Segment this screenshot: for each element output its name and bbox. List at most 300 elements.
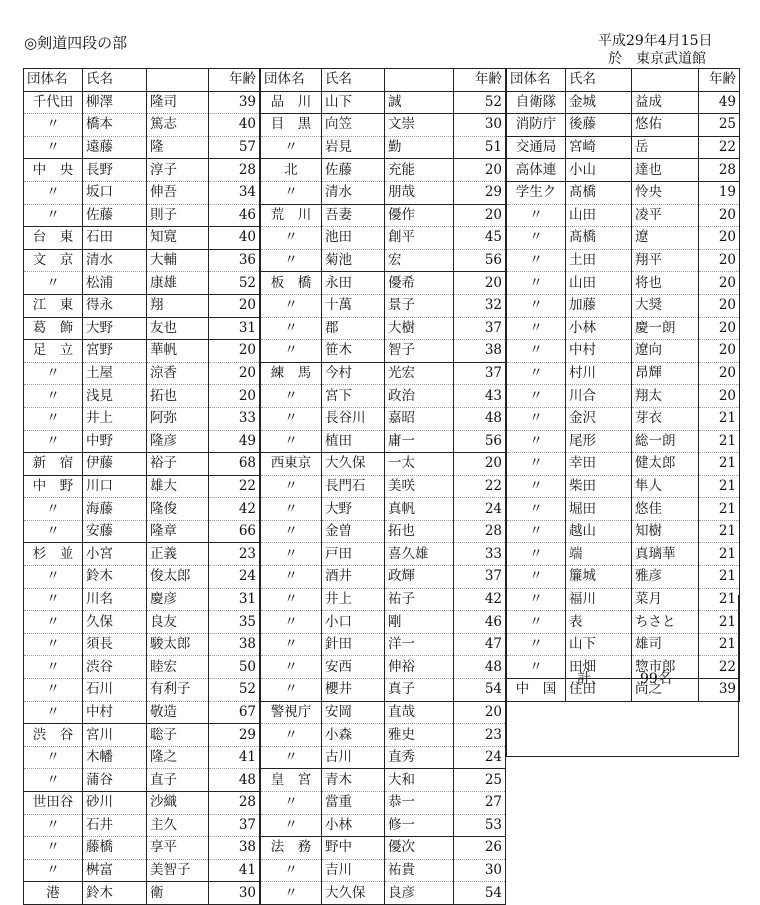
table-row	[261, 453, 506, 476]
surname-cell: 大野	[322, 498, 385, 521]
table-row	[24, 837, 260, 860]
surname-cell: 戸田	[322, 543, 385, 566]
age-cell: 38	[209, 837, 260, 860]
organization-cell: 〃	[261, 792, 322, 815]
given-name-cell: 知樹	[632, 520, 699, 543]
surname-cell: 藤橋	[83, 837, 147, 860]
given-name-cell: 裕子	[147, 453, 209, 476]
given-name-cell: 悠佑	[632, 114, 699, 137]
table-row	[507, 272, 740, 295]
table-row	[24, 792, 260, 815]
table-row	[261, 792, 506, 815]
table-row	[261, 204, 506, 227]
age-cell: 38	[209, 633, 260, 656]
surname-cell: 鈴木	[83, 882, 147, 905]
surname-cell: 安岡	[322, 701, 385, 724]
surname-cell: 長門石	[322, 475, 385, 498]
given-name-cell: 宏	[385, 249, 454, 272]
surname-cell: 金曽	[322, 520, 385, 543]
age-cell: 26	[454, 837, 506, 860]
given-name-cell: 翔平	[632, 249, 699, 272]
age-cell: 42	[454, 588, 506, 611]
given-name-cell: 凌平	[632, 204, 699, 227]
table-row	[261, 656, 506, 679]
organization-cell: 〃	[261, 588, 322, 611]
organization-cell: 新 宿	[24, 453, 83, 476]
given-name-cell: 達也	[632, 159, 699, 182]
age-cell: 39	[699, 679, 740, 702]
surname-cell: 安西	[322, 656, 385, 679]
header-name: 氏名	[322, 69, 385, 92]
table-row	[507, 91, 740, 114]
given-name-cell: 大和	[385, 769, 454, 792]
given-name-cell: 隼人	[632, 475, 699, 498]
organization-cell: 〃	[261, 498, 322, 521]
given-name-cell: 美咲	[385, 475, 454, 498]
table-row	[24, 656, 260, 679]
organization-cell: 〃	[261, 520, 322, 543]
age-cell: 68	[209, 453, 260, 476]
organization-cell: 交通局	[507, 136, 566, 159]
age-cell: 21	[699, 407, 740, 430]
surname-cell: 伊藤	[83, 453, 147, 476]
given-name-cell: 雄大	[147, 475, 209, 498]
organization-cell: 世田谷	[24, 792, 83, 815]
age-cell: 20	[209, 294, 260, 317]
organization-cell: 〃	[24, 679, 83, 702]
age-cell: 37	[454, 566, 506, 589]
header-name: 氏名	[83, 69, 147, 92]
surname-cell: 加藤	[566, 294, 632, 317]
surname-cell: 岩見	[322, 136, 385, 159]
surname-cell: 中野	[83, 430, 147, 453]
age-cell: 20	[699, 317, 740, 340]
table-row	[24, 340, 260, 363]
organization-cell: 〃	[261, 181, 322, 204]
table-row	[261, 859, 506, 882]
age-cell: 24	[209, 566, 260, 589]
table-row	[24, 159, 260, 182]
organization-cell: 目 黒	[261, 114, 322, 137]
given-name-cell: 美智子	[147, 859, 209, 882]
organization-cell: 〃	[507, 204, 566, 227]
table-row	[507, 159, 740, 182]
header-age: 年齢	[699, 69, 740, 92]
table-row	[261, 227, 506, 250]
surname-cell: 宮下	[322, 385, 385, 408]
document-title: ◎剣道四段の部	[24, 34, 128, 52]
organization-cell: 〃	[261, 407, 322, 430]
table-row	[261, 837, 506, 860]
surname-cell: 川口	[83, 475, 147, 498]
age-cell: 19	[699, 181, 740, 204]
age-cell: 21	[699, 520, 740, 543]
given-name-cell: 恭一	[385, 792, 454, 815]
surname-cell: 清水	[83, 249, 147, 272]
given-name-cell: 優次	[385, 837, 454, 860]
age-cell: 21	[699, 611, 740, 634]
surname-cell: 後藤	[566, 114, 632, 137]
given-name-cell: 涼香	[147, 362, 209, 385]
table-row	[24, 114, 260, 137]
age-cell: 20	[699, 204, 740, 227]
given-name-cell: 菜月	[632, 588, 699, 611]
organization-cell: 〃	[24, 611, 83, 634]
total-count: 99名	[640, 671, 672, 687]
organization-cell: 〃	[507, 362, 566, 385]
table-row	[261, 588, 506, 611]
table-row	[261, 746, 506, 769]
surname-cell: 福川	[566, 588, 632, 611]
given-name-cell: ちさと	[632, 611, 699, 634]
table-row	[507, 543, 740, 566]
age-cell: 39	[209, 91, 260, 114]
given-name-cell: 聡子	[147, 724, 209, 747]
roster-table-column-1	[23, 68, 260, 905]
age-cell: 28	[209, 159, 260, 182]
table-row	[507, 453, 740, 476]
given-name-cell: 直子	[147, 769, 209, 792]
organization-cell: 〃	[24, 272, 83, 295]
organization-cell: 〃	[24, 814, 83, 837]
organization-cell: 〃	[507, 520, 566, 543]
surname-cell: 田畑	[566, 656, 632, 679]
organization-cell: 自衛隊	[507, 91, 566, 114]
age-cell: 20	[699, 294, 740, 317]
surname-cell: 久保	[83, 611, 147, 634]
table-row	[24, 498, 260, 521]
age-cell: 20	[699, 272, 740, 295]
age-cell: 33	[209, 407, 260, 430]
age-cell: 20	[454, 159, 506, 182]
table-row	[507, 407, 740, 430]
organization-cell: 〃	[261, 724, 322, 747]
surname-cell: 井上	[322, 588, 385, 611]
age-cell: 45	[454, 227, 506, 250]
roster-table-column-2	[260, 68, 506, 905]
organization-cell: 〃	[261, 136, 322, 159]
age-cell: 35	[209, 611, 260, 634]
surname-cell: 端	[566, 543, 632, 566]
organization-cell: 〃	[24, 136, 83, 159]
table-row	[24, 746, 260, 769]
given-name-cell: 駿太郎	[147, 633, 209, 656]
given-name-cell: 篤志	[147, 114, 209, 137]
age-cell: 52	[209, 679, 260, 702]
table-row	[507, 317, 740, 340]
age-cell: 48	[454, 407, 506, 430]
organization-cell: 〃	[261, 633, 322, 656]
organization-cell: 〃	[24, 837, 83, 860]
table-row	[261, 114, 506, 137]
table-row	[507, 114, 740, 137]
table-row	[261, 340, 506, 363]
table-row	[24, 317, 260, 340]
table-row	[24, 430, 260, 453]
surname-cell: 柴田	[566, 475, 632, 498]
table-row	[261, 272, 506, 295]
age-cell: 20	[454, 204, 506, 227]
organization-cell: 〃	[507, 611, 566, 634]
header-age: 年齢	[454, 69, 506, 92]
given-name-cell: 沙織	[147, 792, 209, 815]
given-name-cell: 剛	[385, 611, 454, 634]
organization-cell: 〃	[507, 340, 566, 363]
organization-cell: 〃	[507, 227, 566, 250]
organization-cell: 〃	[507, 566, 566, 589]
given-name-cell: 庸一	[385, 430, 454, 453]
surname-cell: 佐藤	[83, 204, 147, 227]
organization-cell: 〃	[507, 249, 566, 272]
organization-cell: 警視庁	[261, 701, 322, 724]
organization-cell: 台 東	[24, 227, 83, 250]
surname-cell: 土田	[566, 249, 632, 272]
given-name-cell: 岳	[632, 136, 699, 159]
table-row	[261, 362, 506, 385]
header-organization: 団体名	[507, 69, 566, 92]
organization-cell: 消防庁	[507, 114, 566, 137]
surname-cell: 酒井	[322, 566, 385, 589]
age-cell: 37	[454, 362, 506, 385]
table-row	[24, 814, 260, 837]
age-cell: 30	[454, 859, 506, 882]
surname-cell: 小宮	[83, 543, 147, 566]
given-name-cell: 洋一	[385, 633, 454, 656]
given-name-cell: 真子	[385, 679, 454, 702]
table-row	[24, 294, 260, 317]
age-cell: 21	[699, 475, 740, 498]
organization-cell: 〃	[261, 611, 322, 634]
surname-cell: 野中	[322, 837, 385, 860]
surname-cell: 池田	[322, 227, 385, 250]
surname-cell: 小森	[322, 724, 385, 747]
organization-cell: 〃	[24, 498, 83, 521]
table-row	[261, 136, 506, 159]
organization-cell: 〃	[261, 249, 322, 272]
organization-cell: 〃	[24, 407, 83, 430]
age-cell: 29	[209, 724, 260, 747]
age-cell: 56	[454, 430, 506, 453]
table-row	[24, 588, 260, 611]
organization-cell: 〃	[507, 294, 566, 317]
organization-cell: 〃	[261, 430, 322, 453]
given-name-cell: 一太	[385, 453, 454, 476]
surname-cell: 坂口	[83, 181, 147, 204]
given-name-cell: 慶一朗	[632, 317, 699, 340]
organization-cell: 〃	[261, 882, 322, 905]
organization-cell: 中 野	[24, 475, 83, 498]
table-row	[507, 430, 740, 453]
age-cell: 41	[209, 859, 260, 882]
organization-cell: 〃	[261, 475, 322, 498]
age-cell: 31	[209, 317, 260, 340]
table-row	[24, 204, 260, 227]
age-cell: 23	[209, 543, 260, 566]
given-name-cell: 誠	[385, 91, 454, 114]
organization-cell: 〃	[507, 588, 566, 611]
surname-cell: 表	[566, 611, 632, 634]
surname-cell: 青木	[322, 769, 385, 792]
given-name-cell: 敬造	[147, 701, 209, 724]
surname-cell: 郡	[322, 317, 385, 340]
surname-cell: 大野	[83, 317, 147, 340]
surname-cell: 川合	[566, 385, 632, 408]
given-name-cell: 益成	[632, 91, 699, 114]
header-organization: 団体名	[261, 69, 322, 92]
surname-cell: 鈴木	[83, 566, 147, 589]
age-cell: 20	[699, 340, 740, 363]
organization-cell: 中 央	[24, 159, 83, 182]
age-cell: 50	[209, 656, 260, 679]
given-name-cell: 政輝	[385, 566, 454, 589]
age-cell: 43	[454, 385, 506, 408]
given-name-cell: 俊太郎	[147, 566, 209, 589]
age-cell: 52	[209, 272, 260, 295]
age-cell: 34	[209, 181, 260, 204]
surname-cell: 海藤	[83, 498, 147, 521]
organization-cell: 法 務	[261, 837, 322, 860]
age-cell: 28	[699, 159, 740, 182]
given-name-cell: 雅史	[385, 724, 454, 747]
organization-cell: 西東京	[261, 453, 322, 476]
table-row	[24, 362, 260, 385]
age-cell: 21	[699, 633, 740, 656]
surname-cell: 中村	[566, 340, 632, 363]
given-name-cell: 康雄	[147, 272, 209, 295]
age-cell: 33	[454, 543, 506, 566]
table-row	[261, 249, 506, 272]
given-name-cell: 勤	[385, 136, 454, 159]
organization-cell: 皇 宮	[261, 769, 322, 792]
table-row	[507, 498, 740, 521]
age-cell: 42	[209, 498, 260, 521]
organization-cell: 〃	[261, 543, 322, 566]
surname-cell: 長野	[83, 159, 147, 182]
table-row	[24, 249, 260, 272]
surname-cell: 浅見	[83, 385, 147, 408]
given-name-cell: 拓也	[385, 520, 454, 543]
table-row	[507, 566, 740, 589]
given-name-cell: 遼	[632, 227, 699, 250]
surname-cell: 柳澤	[83, 91, 147, 114]
table-row	[24, 407, 260, 430]
surname-cell: 山田	[566, 272, 632, 295]
age-cell: 54	[454, 679, 506, 702]
given-name-cell: 景子	[385, 294, 454, 317]
age-cell: 22	[699, 656, 740, 679]
given-name-cell: 主久	[147, 814, 209, 837]
organization-cell: 〃	[507, 407, 566, 430]
given-name-cell: 大輔	[147, 249, 209, 272]
given-name-cell: 直哉	[385, 701, 454, 724]
given-name-cell: 衛	[147, 882, 209, 905]
surname-cell: 松浦	[83, 272, 147, 295]
surname-cell: 大久保	[322, 453, 385, 476]
age-cell: 56	[454, 249, 506, 272]
surname-cell: 古川	[322, 746, 385, 769]
age-cell: 21	[699, 543, 740, 566]
organization-cell: 〃	[261, 656, 322, 679]
surname-cell: 山田	[566, 204, 632, 227]
total-label: 計、	[577, 671, 605, 687]
surname-cell: 村川	[566, 362, 632, 385]
age-cell: 48	[454, 656, 506, 679]
table-row	[507, 294, 740, 317]
surname-cell: 永田	[322, 272, 385, 295]
event-date: 平成29年4月15日	[598, 33, 713, 49]
age-cell: 20	[454, 701, 506, 724]
given-name-cell: 喜久雄	[385, 543, 454, 566]
table-row	[261, 882, 506, 905]
given-name-cell: 正義	[147, 543, 209, 566]
age-cell: 48	[209, 769, 260, 792]
age-cell: 29	[454, 181, 506, 204]
table-row	[24, 611, 260, 634]
table-row	[507, 204, 740, 227]
organization-cell: 高体連	[507, 159, 566, 182]
given-name-cell: 真帆	[385, 498, 454, 521]
table-row	[24, 453, 260, 476]
age-cell: 20	[699, 362, 740, 385]
organization-cell: 品 川	[261, 91, 322, 114]
given-name-cell: 良友	[147, 611, 209, 634]
organization-cell: 葛 飾	[24, 317, 83, 340]
surname-cell: 宮川	[83, 724, 147, 747]
table-row	[24, 136, 260, 159]
organization-cell: 〃	[261, 679, 322, 702]
given-name-cell: 良彦	[385, 882, 454, 905]
organization-cell: 江 東	[24, 294, 83, 317]
table-row	[24, 769, 260, 792]
table-row	[24, 679, 260, 702]
surname-cell: 石川	[83, 679, 147, 702]
given-name-cell: 祐子	[385, 588, 454, 611]
table-row	[24, 859, 260, 882]
given-name-cell: 翔	[147, 294, 209, 317]
header-given-name	[385, 69, 454, 92]
given-name-cell: 真璃華	[632, 543, 699, 566]
age-cell: 52	[454, 91, 506, 114]
given-name-cell: 隆俊	[147, 498, 209, 521]
given-name-cell: 昂輝	[632, 362, 699, 385]
age-cell: 25	[454, 769, 506, 792]
surname-cell: 中村	[83, 701, 147, 724]
age-cell: 20	[454, 272, 506, 295]
event-venue: 於 東京武道館	[608, 51, 706, 67]
given-name-cell: 雄司	[632, 633, 699, 656]
given-name-cell: 文崇	[385, 114, 454, 137]
given-name-cell: 尚之	[632, 679, 699, 702]
given-name-cell: 則子	[147, 204, 209, 227]
age-cell: 54	[454, 882, 506, 905]
table-row	[24, 543, 260, 566]
age-cell: 20	[454, 453, 506, 476]
given-name-cell: 睦宏	[147, 656, 209, 679]
organization-cell: 〃	[261, 746, 322, 769]
surname-cell: 渋谷	[83, 656, 147, 679]
table-row	[261, 814, 506, 837]
given-name-cell: 惣市郎	[632, 656, 699, 679]
age-cell: 37	[454, 317, 506, 340]
table-row	[261, 701, 506, 724]
given-name-cell: 友也	[147, 317, 209, 340]
given-name-cell: 祐貴	[385, 859, 454, 882]
given-name-cell: 阿弥	[147, 407, 209, 430]
table-row	[261, 543, 506, 566]
organization-cell: 〃	[261, 859, 322, 882]
given-name-cell: 雅彦	[632, 566, 699, 589]
age-cell: 22	[209, 475, 260, 498]
